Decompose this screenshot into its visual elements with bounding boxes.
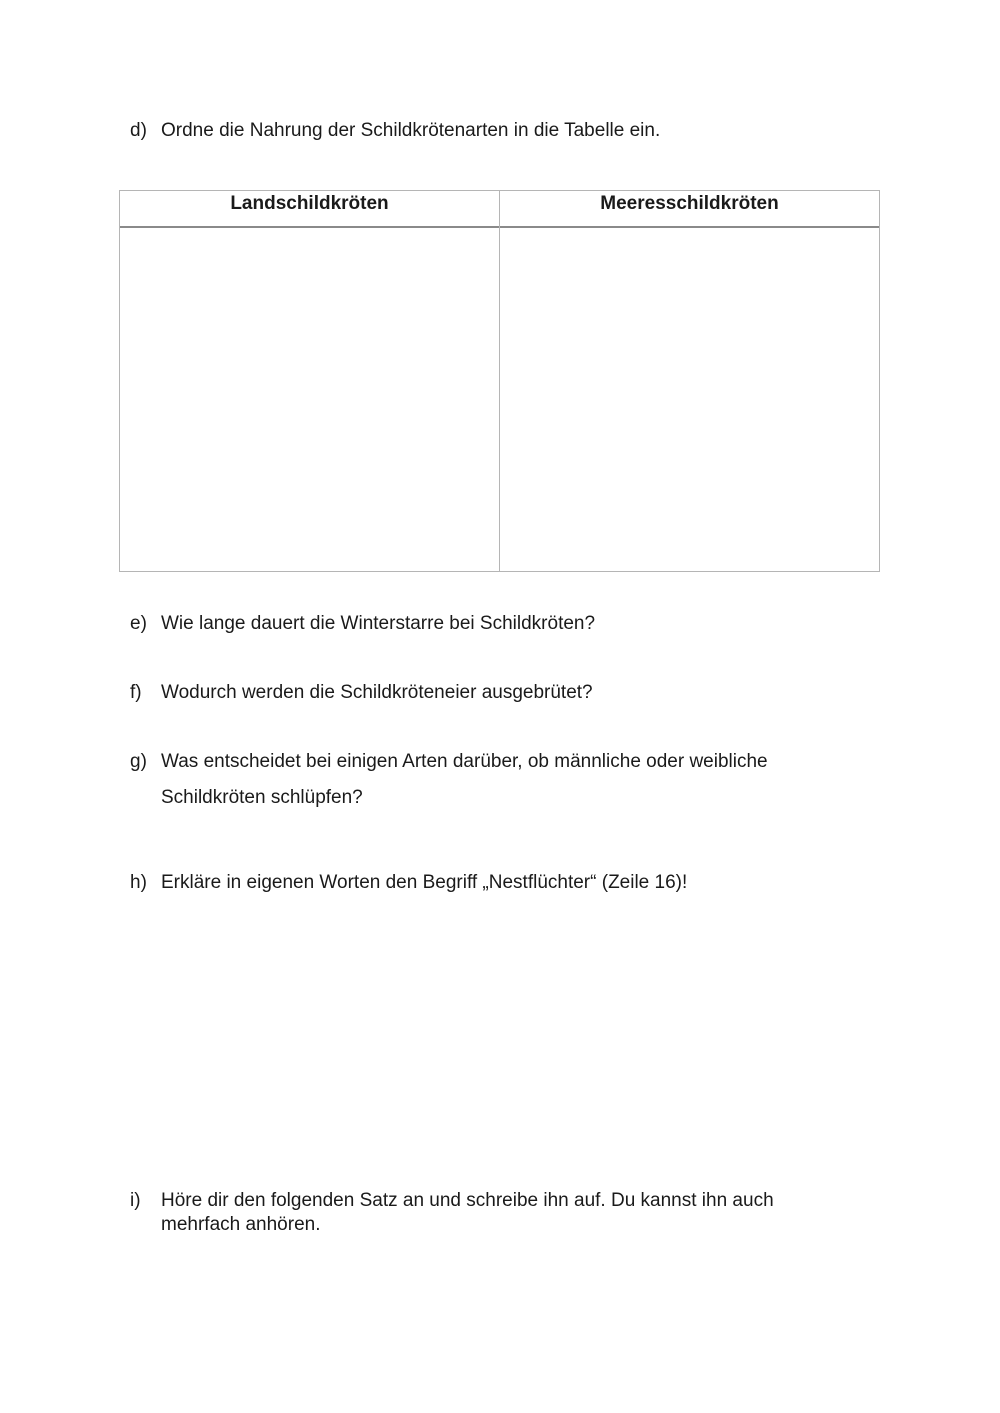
food-table	[119, 190, 880, 572]
question-e-text: Wie lange dauert die Winterstarre bei Schildkröten?	[161, 613, 596, 634]
question-f	[130, 681, 850, 705]
question-e-letter: e)	[130, 613, 147, 634]
question-i	[130, 1189, 850, 1237]
question-g-letter: g)	[130, 751, 147, 772]
question-f-text: Wodurch werden die Schildkröteneier ausgebrütet?	[161, 682, 593, 703]
column-header-sea-turtles: Meeresschildkröten	[600, 193, 779, 214]
answer-cell-land-turtles[interactable]	[120, 228, 499, 571]
question-h	[130, 871, 850, 895]
question-d	[130, 119, 850, 143]
question-i-letter: i)	[130, 1190, 141, 1211]
question-d-letter: d)	[130, 120, 147, 141]
question-i-line-1: Höre dir den folgenden Satz an und schreibe ihn auf. Du kannst ihn auch	[161, 1190, 774, 1211]
question-i-line-2: mehrfach anhören.	[161, 1214, 321, 1235]
question-f-letter: f)	[130, 682, 142, 703]
question-g	[130, 744, 850, 816]
question-h-text: Erkläre in eigenen Worten den Begriff „Nestflüchter“ (Zeile 16)!	[161, 872, 688, 893]
answer-cell-sea-turtles[interactable]	[500, 228, 879, 571]
column-header-land-turtles: Landschildkröten	[230, 193, 389, 214]
question-h-letter: h)	[130, 872, 147, 893]
question-e	[130, 612, 850, 636]
question-g-line-1: Was entscheidet bei einigen Arten darüber, ob männliche oder weibliche	[161, 751, 768, 772]
question-g-line-2: Schildkröten schlüpfen?	[161, 787, 363, 808]
question-d-text: Ordne die Nahrung der Schildkrötenarten in die Tabelle ein.	[161, 120, 661, 141]
